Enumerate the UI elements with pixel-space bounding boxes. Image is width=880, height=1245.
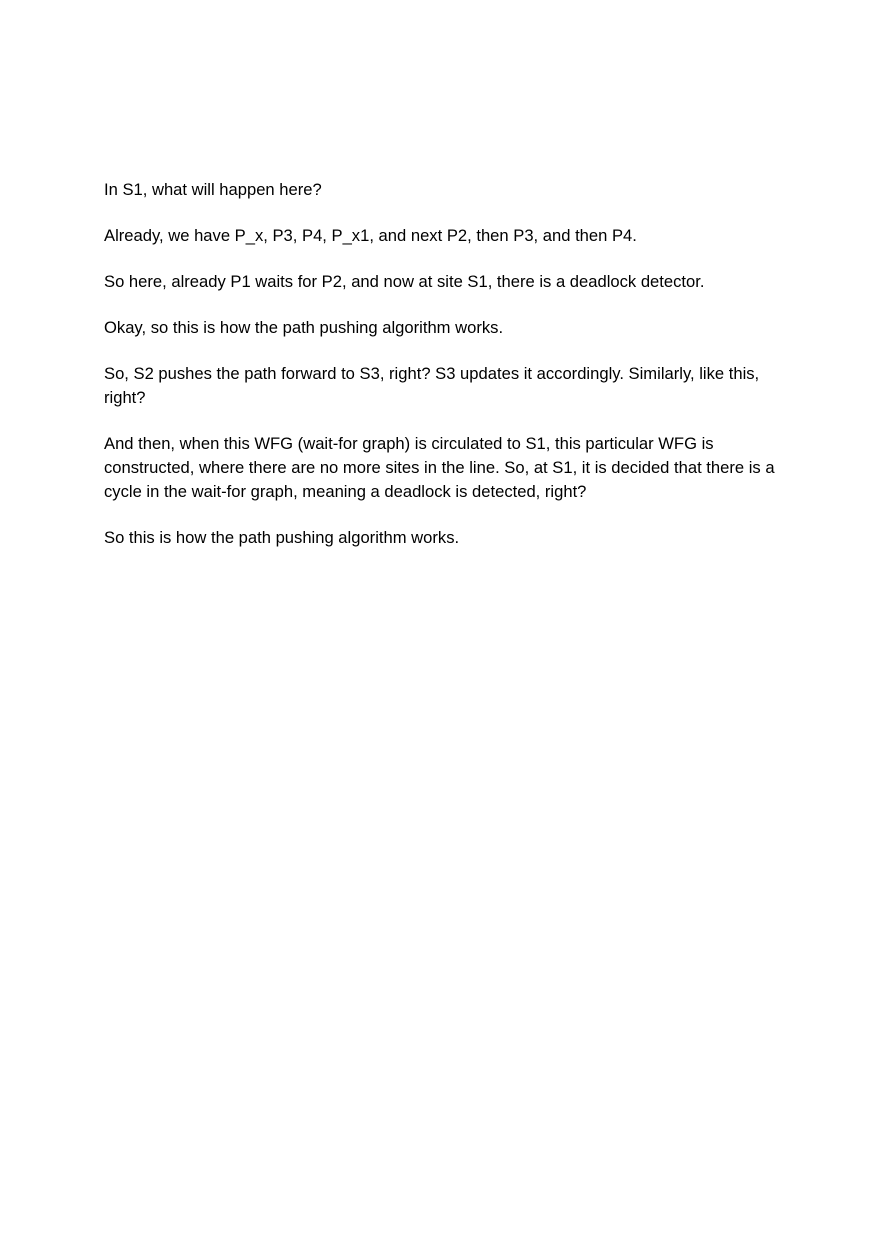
paragraph-1: In S1, what will happen here? [104,180,322,199]
document-body [104,178,776,572]
paragraph-3: So here, already P1 waits for P2, and now at site S1, there is a deadlock detector. [104,272,705,291]
paragraph-5: So, S2 pushes the path forward to S3, right? S3 updates it accordingly. Similarly, like this, right? [104,364,760,407]
paragraph-6: And then, when this WFG (wait-for graph) is circulated to S1, this particular WFG is constructed, where there are no more sites in the line. So, at S1, it is decided that there is a cycle in the wait-for graph, meaning a deadlock is detected, right? [104,434,775,501]
paragraph-2: Already, we have P_x, P3, P4, P_x1, and next P2, then P3, and then P4. [104,226,637,245]
paragraph-7: So this is how the path pushing algorithm works. [104,528,460,547]
paragraph-4: Okay, so this is how the path pushing algorithm works. [104,318,504,337]
